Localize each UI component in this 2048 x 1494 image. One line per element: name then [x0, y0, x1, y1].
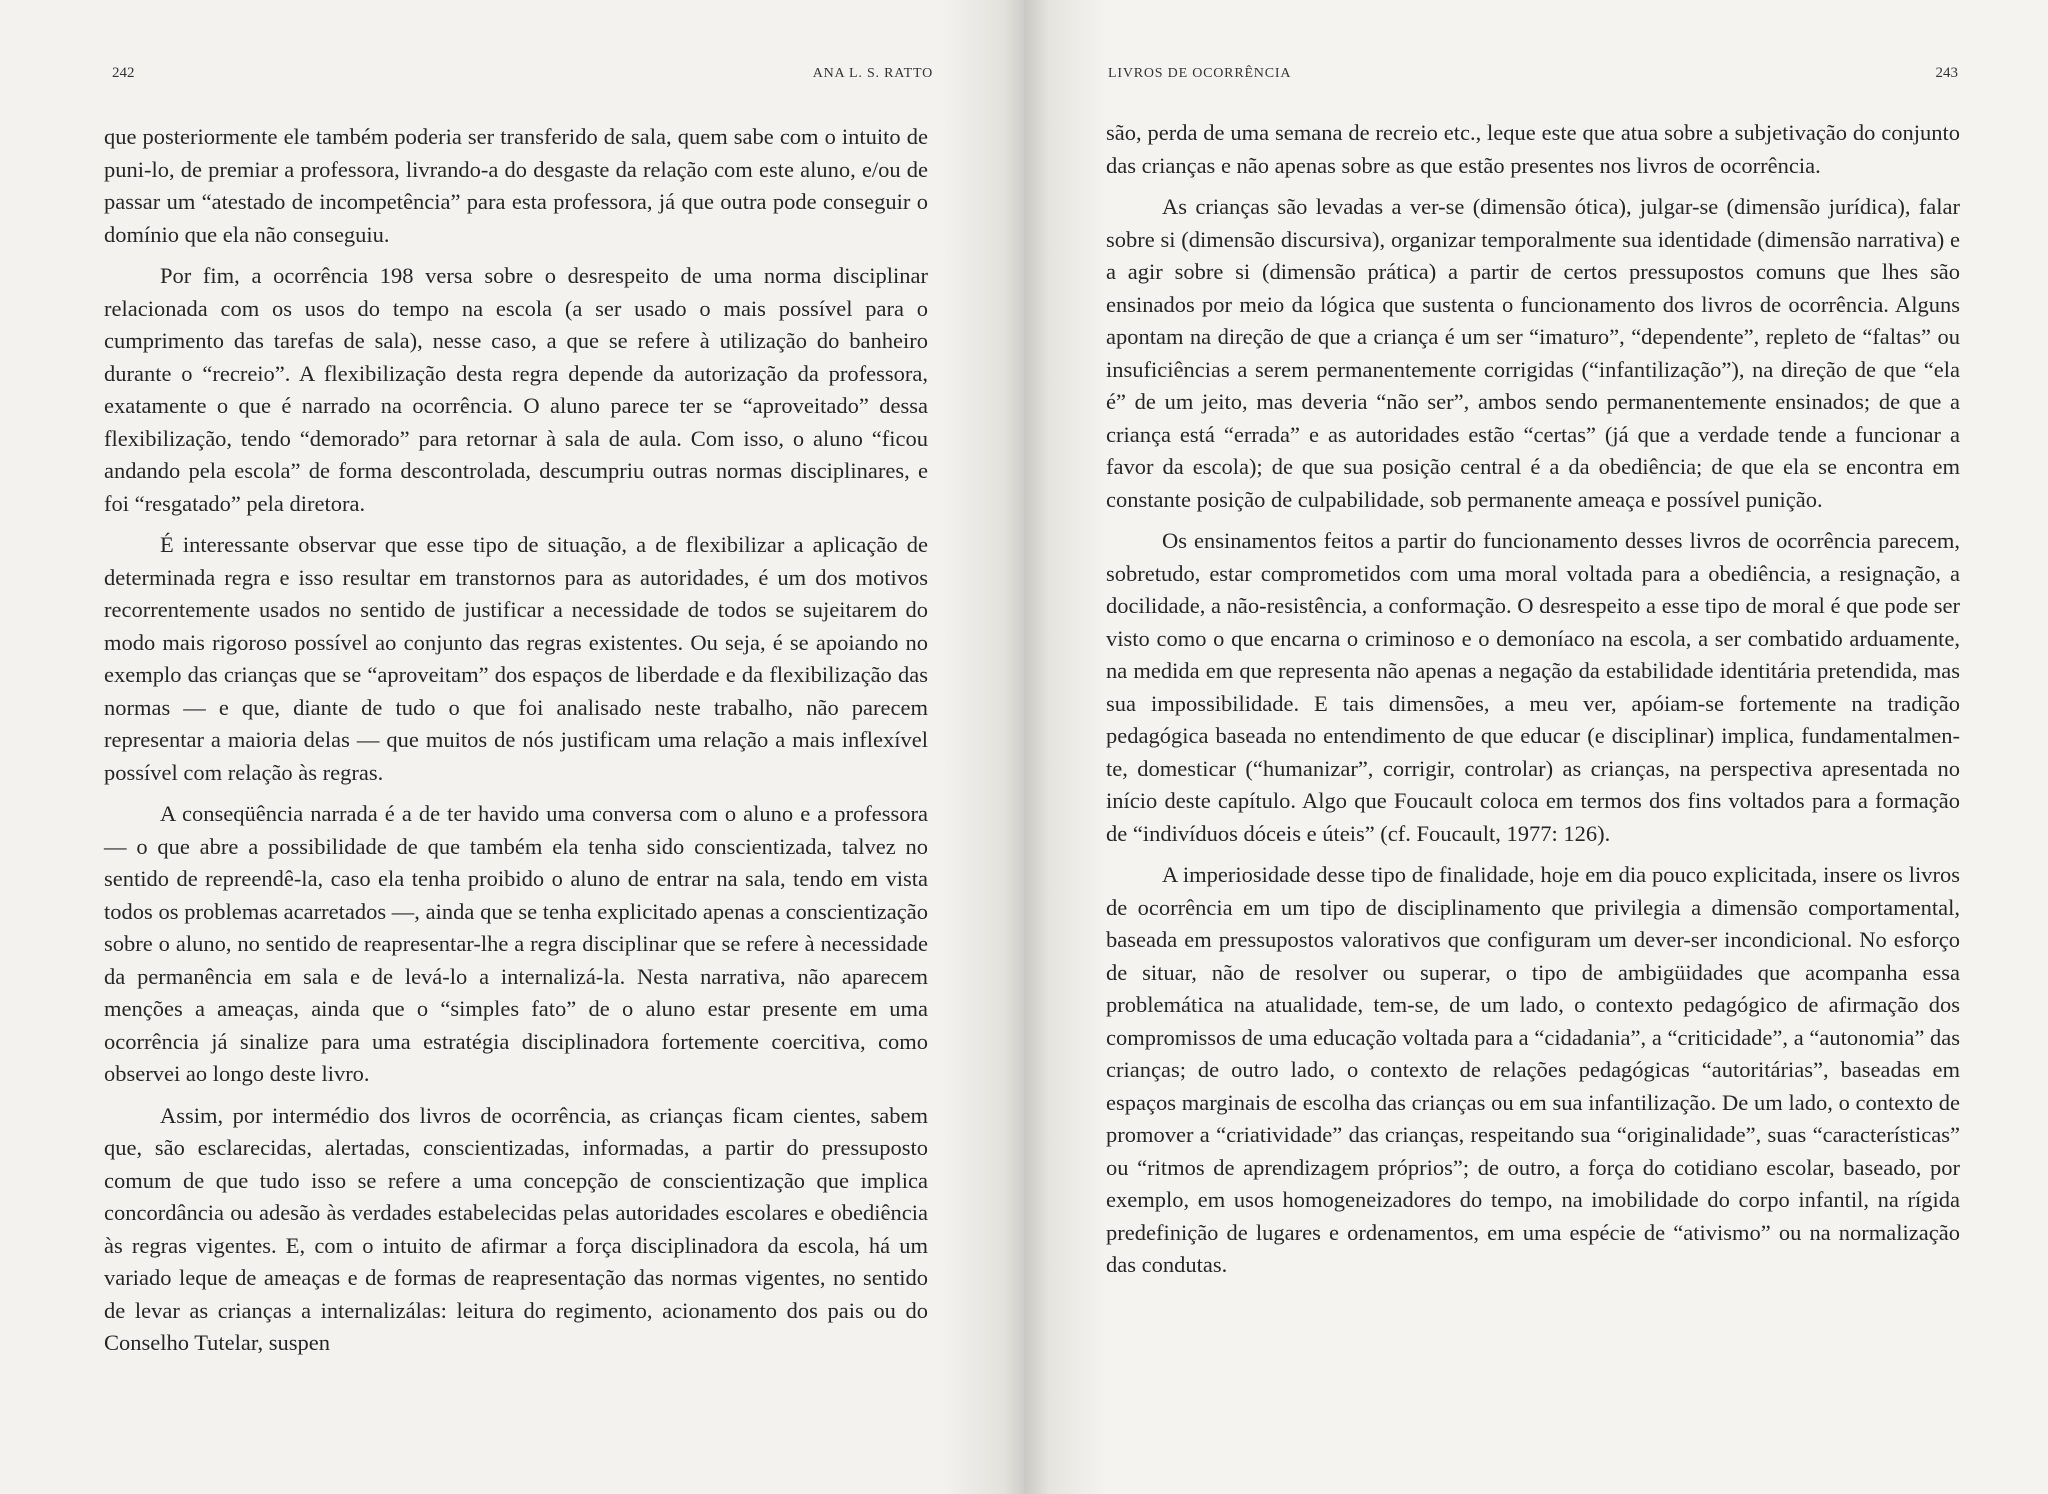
page-number: 243 [1935, 65, 1958, 81]
paragraph: Por fim, a ocorrência 198 versa sobre o desrespeito de uma norma disciplinar relacionada com os usos do tempo na escola (a ser usado o mais possível para o cumprimento das tarefas de sala), nesse caso, a que se refere à utilização do banheiro durante o “recreio”. A flexibilização desta regra depende da autorização da professora, exatamente o que é narrado na ocorrência. O aluno parece ter se “aproveitado” dessa flexibilização, tendo “demorado” para retornar à sala de aula. Com isso, o aluno “ficou andando pela escola” de forma descontrolada, descumpriu outras normas disciplinares, e foi “resgatado” pela diretora. [104, 263, 928, 516]
running-head: ANA L. S. RATTO [812, 66, 933, 81]
paragraph: Os ensinamentos feitos a partir do funcionamento desses livros de ocorrência parecem, sobretudo, estar comprometidos com uma moral voltada para a obediência, a resignação, a docilidade, a não-resistência, a conformação. O desrespeito a esse tipo de moral é que pode ser visto como o que encarna o criminoso e o demoníaco na escola, a ser combatido arduamente, na medida em que representa não apenas a negação da estabilidade identitária pretendida, mas sua impossibilidade. E tais dimensões, a meu ver, apóiam-se fortemente na tradição pedagógica baseada no entendimento de que educar (e disciplinar) implica, fundamentalmente, domesticar (“humanizar”, corrigir, controlar) as crianças, na perspectiva apresentada no início deste capítulo. Algo que Foucault coloca em termos dos fins voltados para a formação de “indivíduos dóceis e úteis” (cf. Foucault, 1977: 126). [1106, 528, 1960, 846]
paragraph: A imperiosidade desse tipo de finalidade, hoje em dia pouco explicitada, insere os livros de ocorrência em um tipo de disciplinamento que privilegia a dimensão comportamental, baseada em pressupostos valorativos que configuram um dever-ser incondicional. No esforço de situar, não de resolver ou superar, o tipo de ambigüidades que acompanha essa problemática na atualidade, tem-se, de um lado, o contexto pedagógico de afirmação dos compromissos de uma educação voltada para a “cidadania”, a “criticidade”, a “autonomia” das crianças; de outro lado, o contexto de relações pedagógicas “autoritárias”, baseadas em espaços marginais de escolha das crianças ou em sua infantilização. De um lado, o contexto de promover a “criatividade” das crianças, respeitando sua “originalidade”, suas “características” ou “ritmos de aprendizagem próprios”; de outro, a força do cotidiano escolar, baseado, por exemplo, em usos homogeneizadores do tempo, na imobilidade do corpo infantil, na rígida predefinição de lugares e ordenamentos, em uma espécie de “ativismo” ou na normalização das condutas. [1106, 862, 1960, 1277]
paragraph: A conseqüência narrada é a de ter havido uma conversa com o aluno e a professora — o que abre a possibilidade de que também ela tenha sido conscientizada, talvez no sentido de repreendê-la, caso ela tenha proibido o aluno de entrar na sala, tendo em vista todos os problemas acarretados —, ainda que se tenha explicitado apenas a conscientização sobre o aluno, no sentido de reapresentar-lhe a regra disciplinar que se refere à necessidade da permanência em sala e de levá-lo a internalizá-la. Nesta narrativa, não aparecem menções a ameaças, ainda que o “simples fato” de o aluno estar presente em uma ocorrência já sinalize para uma estratégia disciplinadora fortemente coercitiva, como observei ao longo deste livro. [104, 801, 928, 1086]
right-page-body [1106, 117, 1960, 1291]
paragraph: Assim, por intermédio dos livros de ocorrência, as crianças ficam cientes, sabem que, são esclarecidas, alertadas, conscientizadas, informadas, a partir do pressuposto comum de que tudo isso se refere a uma concepção de conscientização que implica concordância ou adesão às verdades estabelecidas pelas autoridades escolares e obediência às regras vigentes. E, com o intuito de afirmar a força disciplinadora da escola, há um variado leque de ameaças e de formas de reapresentação das normas vigentes, no sentido de levar as crianças a internalizálas: leitura do regimento, acionamento dos pais ou do Conselho Tutelar, suspen [104, 1102, 928, 1355]
running-head: LIVROS DE OCORRÊNCIA [1108, 66, 1292, 81]
paragraph: As crianças são levadas a ver-se (dimensão ótica), julgar-se (dimensão jurídica), falar sobre si (dimensão discursiva), organizar temporalmente sua identidade (dimensão narrativa) e a agir sobre si (dimensão prática) a partir de certos pressupostos comuns que lhes são ensinados por meio da lógica que sustenta o funcionamento dos livros de ocorrência. Alguns apontam na direção de que a criança é um ser “imaturo”, “dependente”, repleto de “faltas” ou insuficiências a serem permanentemente corrigidas (“infantilização”), na direção de que “ela é” de um jeito, mas deveria “não ser”, ambos sendo permanentemente ensinados; de que a criança está “errada” e as autoridades estão “certas” (já que a verdade tende a funcionar a favor da escola); de que sua posição central é a da obediência; de que ela se encontra em constante posição de culpabilidade, sob permanente ameaça e possível punição. [1106, 194, 1960, 512]
left-page-body [104, 121, 928, 1369]
paragraph: são, perda de uma semana de recreio etc., leque este que atua sobre a subjetivação do conjunto das crianças e não apenas sobre as que estão presentes nos livros de ocorrência. [1106, 120, 1960, 178]
paragraph: É interessante observar que esse tipo de situação, a de flexibilizar a aplicação de determinada regra e isso resultar em transtornos para as autoridades, é um dos motivos recorrentemente usados no sentido de justificar a necessidade de todos se sujeitarem do modo mais rigoroso possível ao conjunto das regras existentes. Ou seja, é se apoiando no exemplo das crianças que se “aproveitam” dos espaços de liberdade e da flexibilização das normas — e que, diante de tudo o que foi analisado neste trabalho, não parecem representar a maioria delas — que muitos de nós justificam uma relação a mais inflexível possível com relação às regras. [104, 532, 928, 785]
right-page [1024, 0, 2048, 1494]
paragraph: que posteriormente ele também poderia ser transferido de sala, quem sabe com o intuito de puni-lo, de premiar a professora, livrando-a do desgaste da relação com este aluno, e/ou de passar um “atestado de incompetência” para esta professora, já que outra pode conseguir o domínio que ela não conseguiu. [104, 124, 928, 247]
page-number: 242 [112, 65, 135, 81]
